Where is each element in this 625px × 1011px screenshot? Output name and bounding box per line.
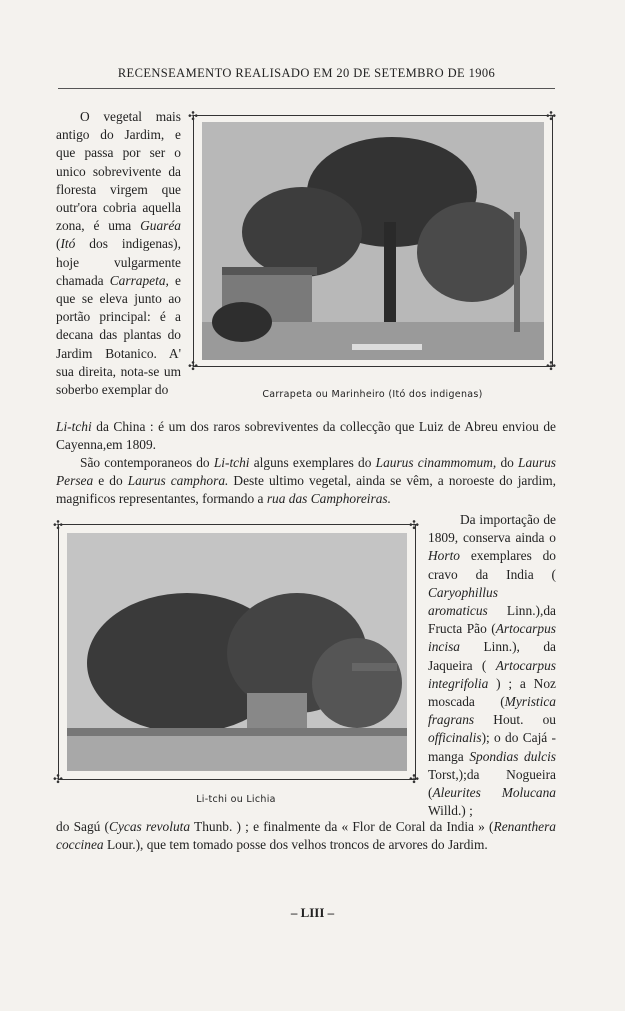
paragraph-import-1809: Da importação de 1809, conserva ainda o Horto exemplares do cravo da India ( Caryophillus aromaticus Linn.),da Fructa Pão (Artocarpus incisa Linn.), da Jaqueira ( Artocarpus integrifolia ) ; a Noz moscada (Myristica fragrans Hout. ou officinalis); o do Cajá - manga Spondias dulcis Torst,);da Nogueira (Aleurites Molucana Willd.) ; (428, 512, 557, 819)
ornament-corner-icon: ✣ (53, 518, 64, 532)
paragraph-sagu: do Sagú (Cycas revoluta Thunb. ) ; e finalmente da « Flor de Coral da India » (Renanthera coccinea Lour.), que tem tomado posse dos velhos troncos de arvores do Jardim. (56, 819, 556, 853)
photo-carrapeta (188, 109, 557, 373)
photo-litchi-image (67, 533, 407, 771)
ornament-corner-icon: ✣ (53, 772, 64, 786)
photo-carrapeta-image (202, 122, 544, 360)
ornament-corner-icon: ✣ (409, 772, 420, 786)
ornament-corner-icon: ✣ (546, 359, 557, 373)
paragraph-oldest-tree: O vegetal mais antigo do Jardim, e que passa por ser o unico sobrevivente da floresta virgem que outr'ora cobria aquella zona, é uma Guaréa (Itó dos indigenas), hoje vulgarmente chamada Carrapeta, e que se eleva junto ao portão principal: é a decana das plantas do Jardim Botanico. A' sua direita, nota-se um soberbo exemplar do (56, 109, 181, 398)
paragraph-litchi: Li-tchi da China : é um dos raros sobreviventes da collecção que Luiz de Abreu enviou de Cayenna,em 1809. (56, 419, 556, 453)
ornament-corner-icon: ✣ (188, 109, 199, 123)
paragraph-contemporaries: São contemporaneos do Li-tchi alguns exemplares do Laurus cinammomum, do Laurus Persea e do Laurus camphora. Deste ultimo vegetal, ainda se vêm, a noroeste do jardim, magnificos representantes, formando a rua das Camphoreiras. (56, 455, 556, 507)
running-header: RECENSEAMENTO REALISADO EM 20 DE SETEMBRO DE 1906 (58, 66, 555, 89)
ornament-corner-icon: ✣ (188, 359, 199, 373)
photo-litchi (53, 518, 420, 786)
page-number: – LIII – (290, 905, 335, 920)
ornament-corner-icon: ✣ (546, 109, 557, 123)
ornament-corner-icon: ✣ (409, 518, 420, 532)
photo-litchi-caption: Li-tchi ou Lichia (196, 794, 276, 805)
photo-carrapeta-caption: Carrapeta ou Marinheiro (Itó dos indigenas) (262, 389, 483, 400)
